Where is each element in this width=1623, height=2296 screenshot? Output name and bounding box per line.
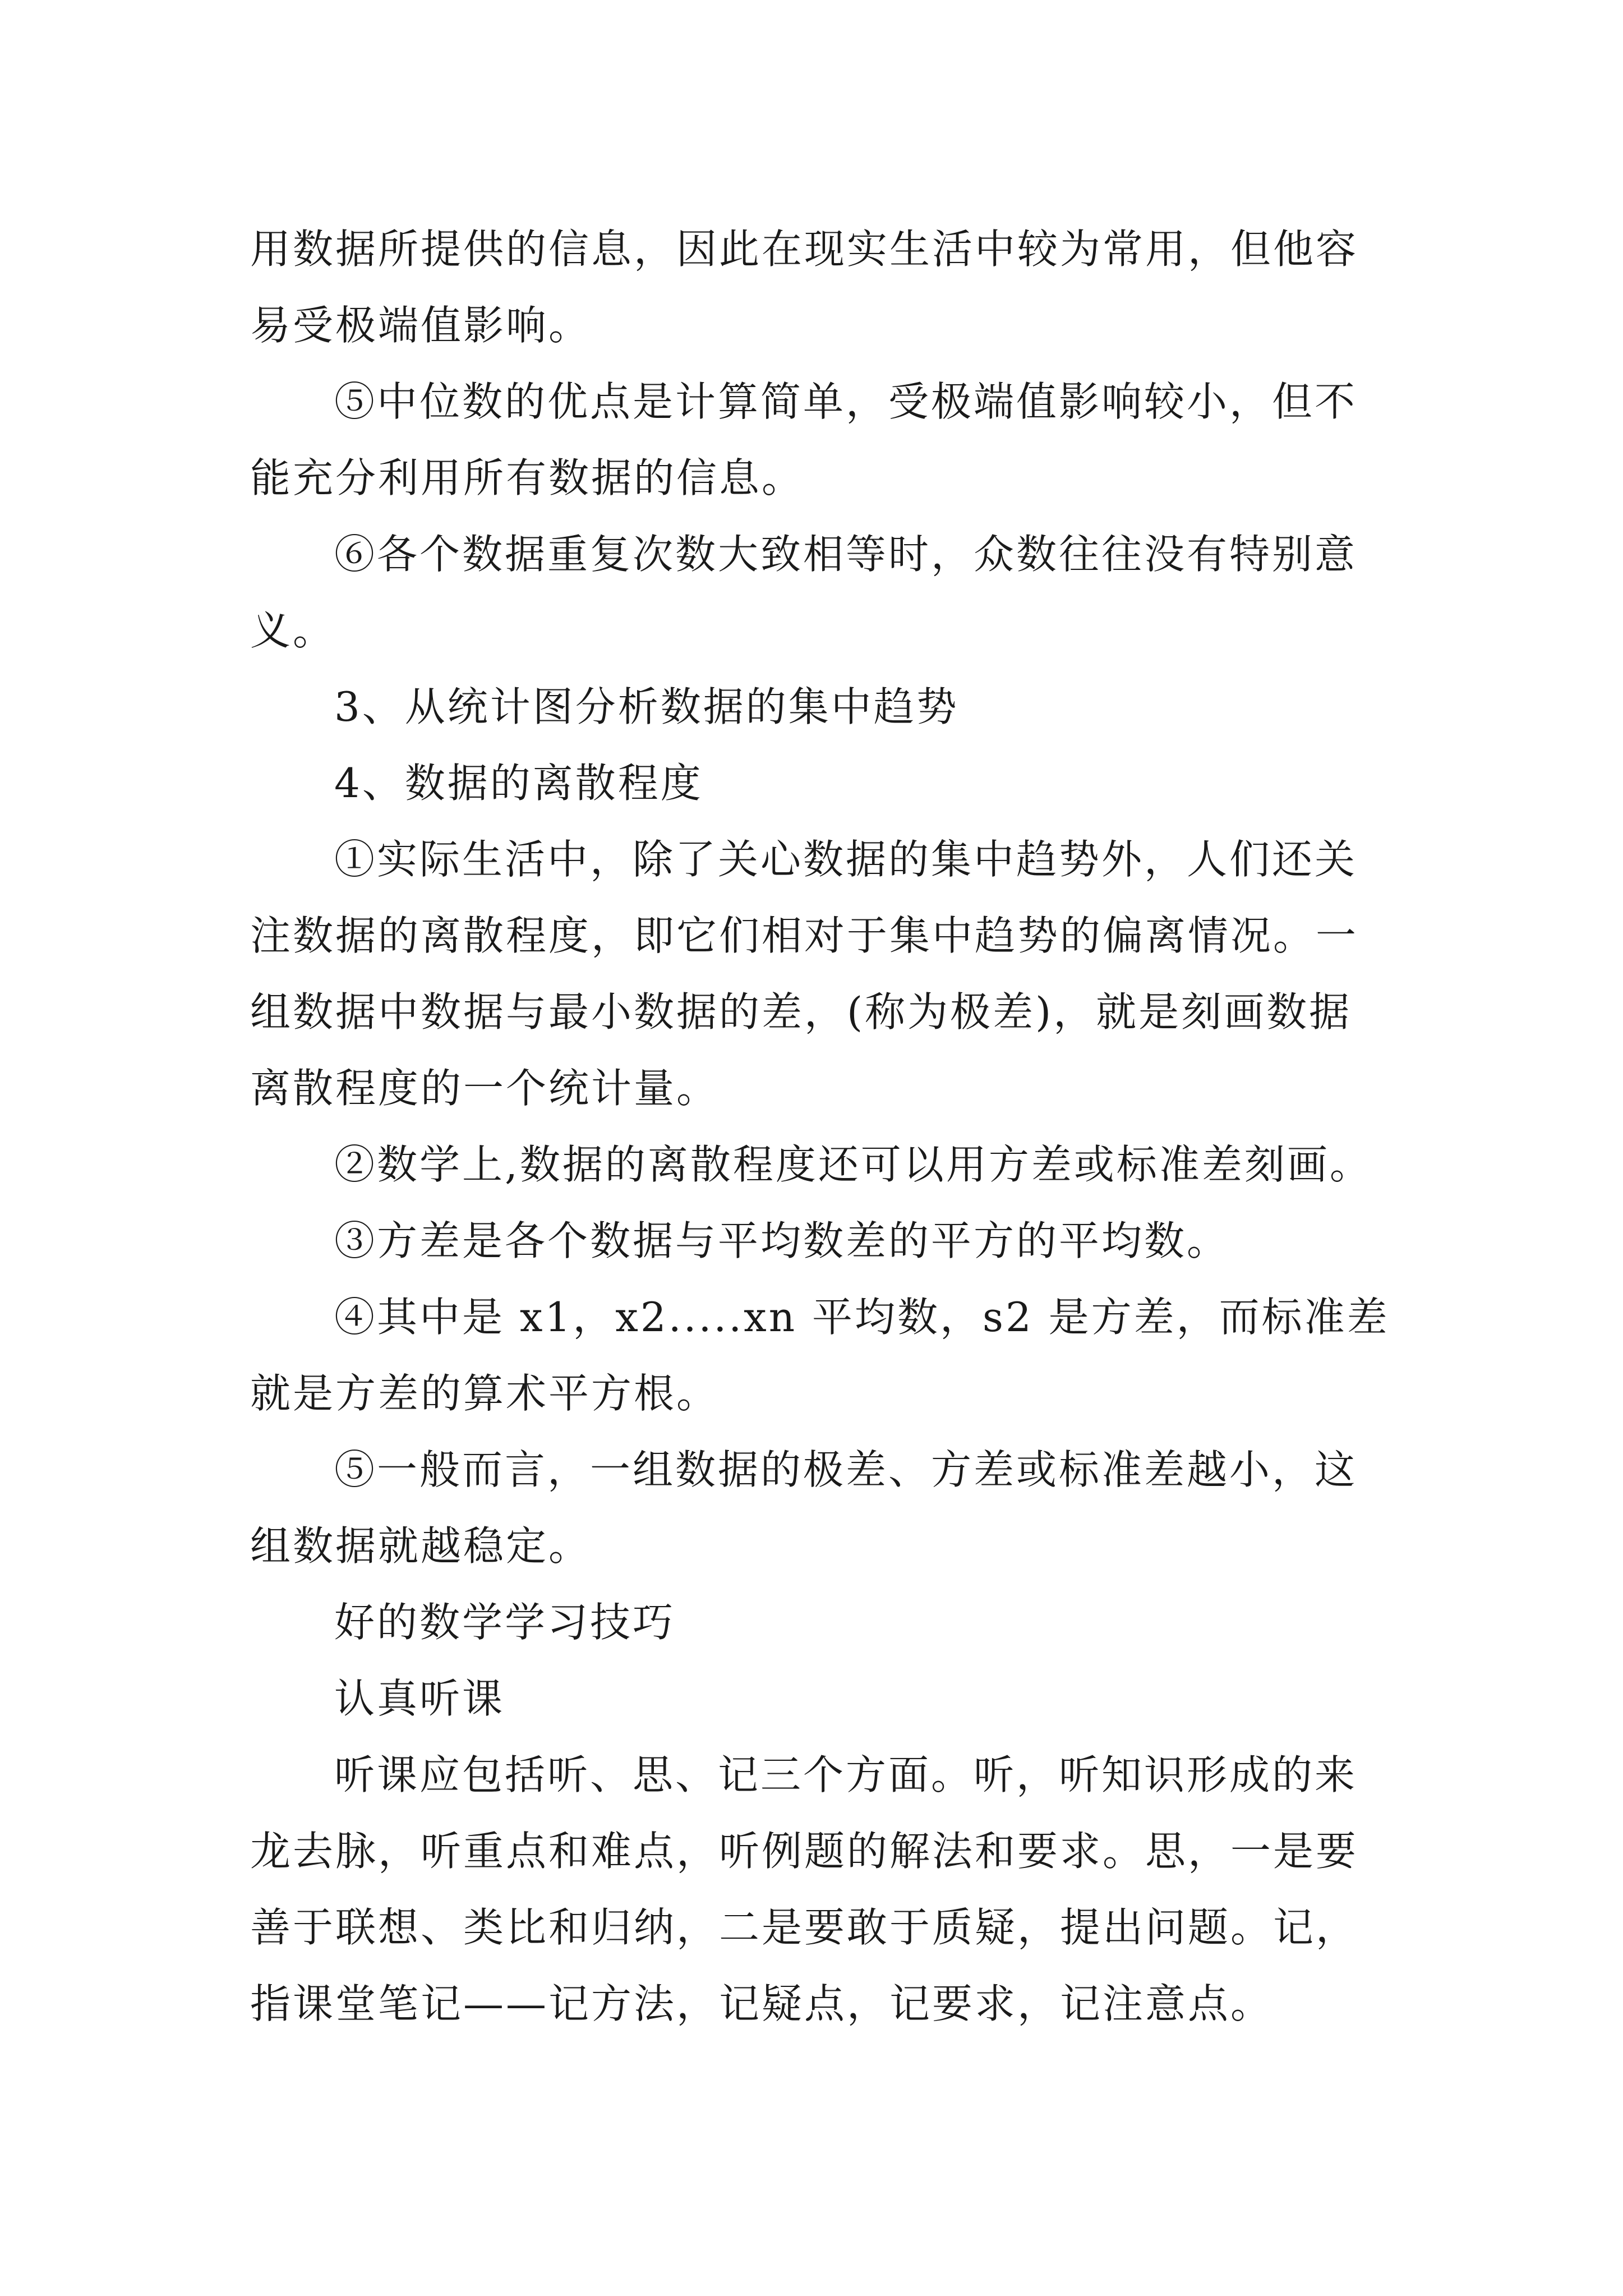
- text-line: 组数据就越稳定。: [250, 1522, 592, 1570]
- section-heading: 好的数学学习技巧: [334, 1599, 676, 1646]
- text-line: ①实际生活中，除了关心数据的集中趋势外，人们还关: [334, 836, 1358, 883]
- text-line: 义。: [250, 607, 336, 654]
- text-line: 注数据的离散程度，即它们相对于集中趋势的偏离情况。一: [250, 912, 1359, 959]
- text-line: 善于联想、类比和归纳，二是要敢于质疑，提出问题。记，: [250, 1904, 1359, 1951]
- text-line: 龙去脉，听重点和难点，听例题的解法和要求。思，一是要: [250, 1828, 1359, 1875]
- text-line: ③方差是各个数据与平均数差的平方的平均数。: [334, 1217, 1230, 1264]
- section-heading: 认真听课: [334, 1675, 505, 1722]
- text-line: 组数据中数据与最小数据的差，(称为极差)，就是刻画数据: [250, 988, 1352, 1036]
- text-line: 能充分利用所有数据的信息。: [250, 454, 805, 501]
- section-heading: 4、数据的离散程度: [334, 760, 703, 807]
- text-line: 易受极端值影响。: [250, 302, 592, 349]
- text-line: 用数据所提供的信息，因此在现实生活中较为常用，但他容: [250, 226, 1359, 273]
- text-line: 指课堂笔记——记方法，记疑点，记要求，记注意点。: [250, 1980, 1274, 2027]
- text-line: 就是方差的算术平方根。: [250, 1370, 720, 1417]
- text-line: 离散程度的一个统计量。: [250, 1065, 720, 1112]
- text-line: 听课应包括听、思、记三个方面。听，听知识形成的来: [334, 1751, 1358, 1798]
- text-line: ④其中是 x1，x2.....xn 平均数，s2 是方差，而标准差: [334, 1294, 1390, 1341]
- text-line: ⑤中位数的优点是计算简单，受极端值影响较小，但不: [334, 378, 1358, 425]
- text-line: ⑥各个数据重复次数大致相等时，众数往往没有特别意: [334, 531, 1358, 578]
- section-heading: 3、从统计图分析数据的集中趋势: [334, 683, 959, 730]
- text-line: ⑤一般而言，一组数据的极差、方差或标准差越小，这: [334, 1446, 1358, 1493]
- text-line: ②数学上,数据的离散程度还可以用方差或标准差刻画。: [334, 1141, 1372, 1188]
